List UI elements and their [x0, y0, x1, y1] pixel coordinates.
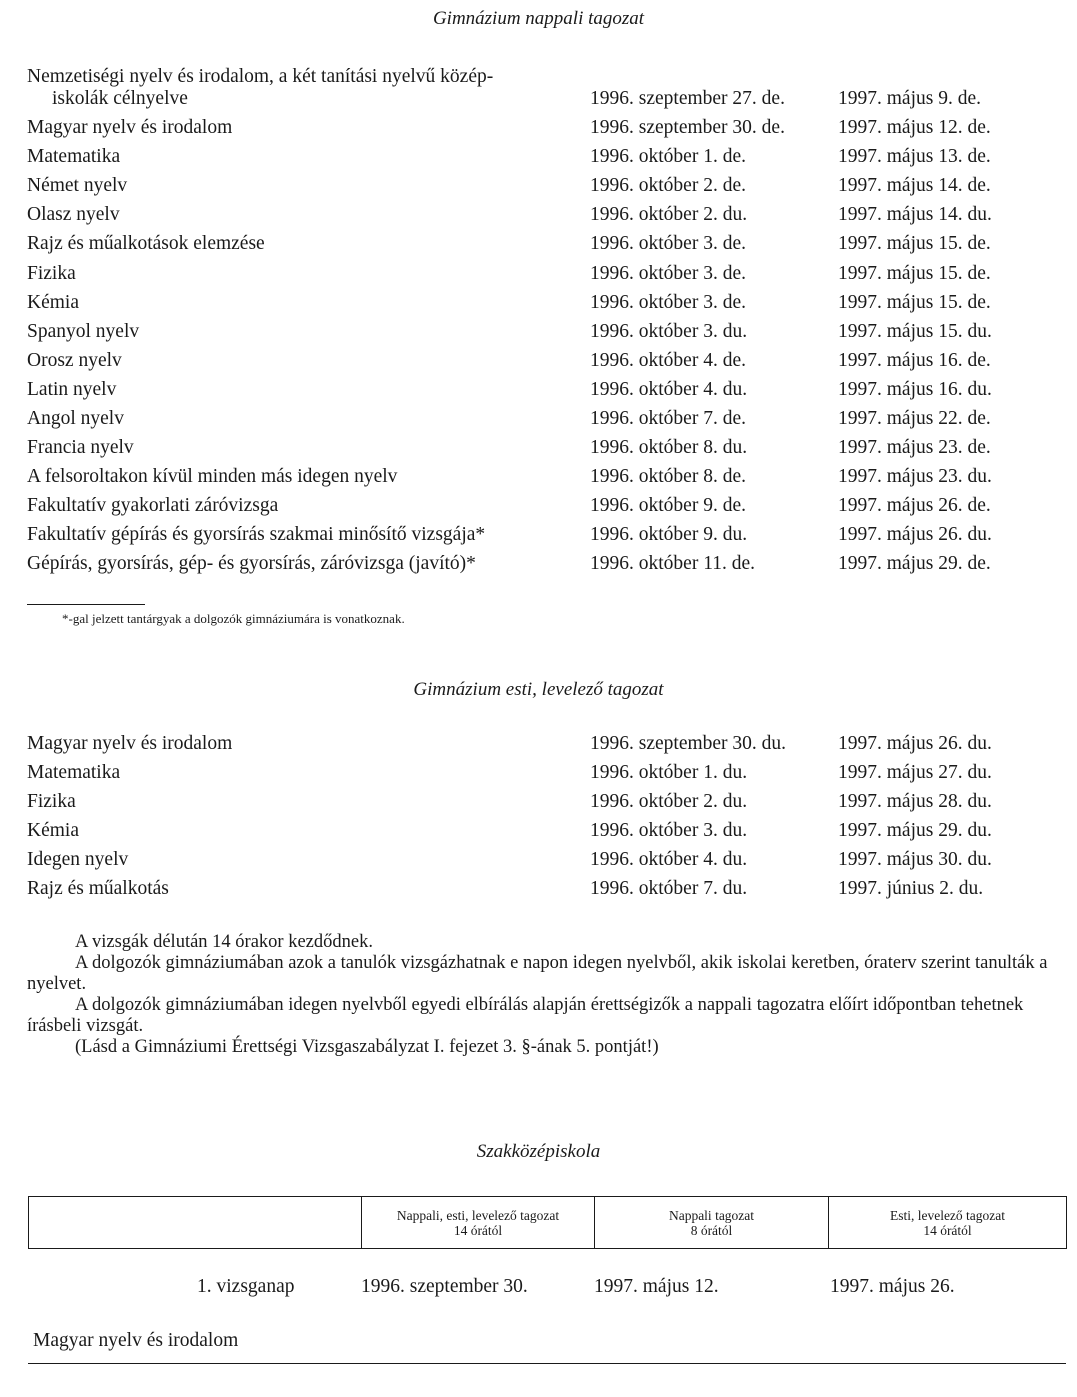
schedule-row — [0, 408, 1077, 437]
schedule-row — [0, 263, 1077, 292]
autumn-date: 1996. október 9. du. — [590, 524, 748, 545]
subject-label: Rajz és műalkotások elemzése — [27, 233, 265, 254]
spring-date: 1997. május 28. du. — [838, 791, 992, 812]
header-line: 14 órától — [453, 1222, 503, 1238]
spring-date: 1997. május 15. de. — [838, 233, 991, 254]
spring-date: 1997. május 9. de. — [838, 88, 981, 109]
spring-date: 1997. május 14. de. — [838, 175, 991, 196]
subject-label: Orosz nyelv — [27, 350, 122, 371]
autumn-date: 1996. október 11. de. — [590, 553, 755, 574]
spring-date: 1997. május 26. du. — [838, 733, 992, 754]
subject-label: Magyar nyelv és irodalom — [27, 733, 233, 754]
schedule-row — [0, 175, 1077, 204]
subject-label: Spanyol nyelv — [27, 321, 140, 342]
header-line: Esti, levelező tagozat — [889, 1207, 1006, 1223]
spring-date: 1997. május 23. de. — [838, 437, 991, 458]
exam-day-label: 1. vizsganap — [197, 1276, 295, 1297]
autumn-date: 1996. október 3. du. — [590, 820, 748, 841]
note-paragraph: (Lásd a Gimnáziumi Érettségi Vizsgaszabályzat I. fejezet 3. §-ának 5. pontját!) — [75, 1037, 659, 1057]
bottom-rule — [28, 1363, 1066, 1364]
schedule-row — [0, 495, 1077, 524]
schedule-row — [0, 849, 1077, 878]
schedule-row — [0, 791, 1077, 820]
spring-date: 1997. május 15. du. — [838, 321, 992, 342]
autumn-date: 1996. október 1. de. — [590, 146, 746, 167]
header-line: 8 órától — [690, 1222, 733, 1238]
schedule-row — [0, 350, 1077, 379]
schedule-row — [0, 233, 1077, 262]
autumn-date: 1996. október 4. de. — [590, 350, 746, 371]
autumn-date: 1996. október 7. de. — [590, 408, 746, 429]
spring-date: 1997. május 29. du. — [838, 820, 992, 841]
subject-label: iskolák célnyelve — [52, 88, 188, 109]
note-paragraph: A dolgozók gimnáziumában azok a tanulók vizsgázhatnak e napon idegen nyelvből, akik iskolai keretben, óraterv szerint tanulták a nyelvet. — [27, 953, 1048, 994]
autumn-date: 1996. szeptember 30. de. — [590, 117, 785, 138]
schedule-row — [0, 466, 1077, 495]
notes-block — [27, 932, 1067, 1058]
footnote: *-gal jelzett tantárgyak a dolgozók gimnáziumára is vonatkoznak. — [62, 611, 405, 626]
autumn-date: 1996. szeptember 27. de. — [590, 88, 785, 109]
spring-date: 1997. május 22. de. — [838, 408, 991, 429]
subject-label: Fakultatív gyakorlati záróvizsga — [27, 495, 279, 516]
subject-label: Idegen nyelv — [27, 849, 129, 870]
spring-date: 1997. május 16. de. — [838, 350, 991, 371]
autumn-date: 1996. október 2. de. — [590, 175, 746, 196]
subject-label: Olasz nyelv — [27, 204, 120, 225]
subject-label: Fakultatív gépírás és gyorsírás szakmai minősítő vizsgája* — [27, 524, 486, 545]
section-title-szakkozep: Szakközépiskola — [476, 1141, 601, 1162]
section-title-nappali: Gimnázium nappali tagozat — [432, 8, 645, 29]
schedule-row — [0, 524, 1077, 553]
subject-label: Fizika — [27, 263, 76, 284]
spring-date: 1997. május 26. de. — [838, 495, 991, 516]
subject-label: Latin nyelv — [27, 379, 117, 400]
autumn-date: 1996. október 3. de. — [590, 233, 746, 254]
spring-date: 1997. május 15. de. — [838, 263, 991, 284]
autumn-date: 1996. október 2. du. — [590, 204, 748, 225]
szakkozep-header-table — [28, 1196, 1067, 1249]
autumn-date: 1996. október 3. de. — [590, 263, 746, 284]
schedule-row — [0, 820, 1077, 849]
autumn-date: 1996. október 8. de. — [590, 466, 746, 487]
exam-day-date: 1996. szeptember 30. — [361, 1276, 528, 1297]
schedule-row — [0, 733, 1077, 762]
autumn-date: 1996. október 2. du. — [590, 791, 748, 812]
table-header-cell — [829, 1197, 1067, 1249]
spring-date: 1997. május 16. du. — [838, 379, 992, 400]
autumn-date: 1996. október 8. du. — [590, 437, 748, 458]
note-paragraph: A dolgozók gimnáziumában idegen nyelvből egyedi elbírálás alapján érettségizők a nappali tagozatra előírt időpontban tehetnek írásbeli vizsgát. — [27, 995, 1024, 1036]
spring-date: 1997. május 27. du. — [838, 762, 992, 783]
subject-label: Matematika — [27, 146, 121, 167]
schedule-row — [0, 88, 1077, 117]
autumn-date: 1996. szeptember 30. du. — [590, 733, 787, 754]
schedule-row — [0, 146, 1077, 175]
spring-date: 1997. május 23. du. — [838, 466, 992, 487]
subject-label: Német nyelv — [27, 175, 128, 196]
footnote-rule — [27, 604, 145, 605]
subject-label: Gépírás, gyorsírás, gép- és gyorsírás, záróvizsga (javító)* — [27, 553, 476, 574]
subject-label: Fizika — [27, 791, 76, 812]
schedule-row — [0, 321, 1077, 350]
schedule-row — [0, 379, 1077, 408]
autumn-date: 1996. október 9. de. — [590, 495, 746, 516]
table-cell-empty — [29, 1197, 362, 1249]
subject-label: Magyar nyelv és irodalom — [33, 1330, 239, 1351]
subject-label: Kémia — [27, 820, 79, 841]
spring-date: 1997. május 30. du. — [838, 849, 992, 870]
subject-label: Kémia — [27, 292, 79, 313]
autumn-date: 1996. október 1. du. — [590, 762, 748, 783]
subject-label: Magyar nyelv és irodalom — [27, 117, 233, 138]
table-header-cell — [595, 1197, 829, 1249]
schedule-row — [0, 553, 1077, 582]
spring-date: 1997. május 12. de. — [838, 117, 991, 138]
spring-date: 1997. május 29. de. — [838, 553, 991, 574]
schedule-row — [0, 437, 1077, 466]
autumn-date: 1996. október 3. de. — [590, 292, 746, 313]
spring-date: 1997. május 26. du. — [838, 524, 992, 545]
autumn-date: 1996. október 7. du. — [590, 878, 748, 899]
exam-day-date: 1997. május 26. — [830, 1276, 955, 1297]
autumn-date: 1996. október 4. du. — [590, 379, 748, 400]
spring-date: 1997. június 2. du. — [838, 878, 984, 899]
subject-label: A felsoroltakon kívül minden más idegen nyelv — [27, 466, 398, 487]
schedule-row — [0, 117, 1077, 146]
schedule-row — [0, 292, 1077, 321]
autumn-date: 1996. október 4. du. — [590, 849, 748, 870]
note-paragraph: A vizsgák délután 14 órakor kezdődnek. — [75, 932, 373, 952]
schedule-row — [0, 762, 1077, 791]
subject-label: Nemzetiségi nyelv és irodalom, a két tanítási nyelvű közép- — [27, 66, 494, 87]
table-header-cell — [362, 1197, 595, 1249]
subject-label: Rajz és műalkotás — [27, 878, 169, 899]
schedule-row — [0, 204, 1077, 233]
table-row — [29, 1197, 1067, 1249]
exam-day-date: 1997. május 12. — [594, 1276, 719, 1297]
header-line: Nappali tagozat — [668, 1207, 755, 1223]
spring-date: 1997. május 14. du. — [838, 204, 992, 225]
section-title-esti: Gimnázium esti, levelező tagozat — [413, 679, 664, 700]
spring-date: 1997. május 13. de. — [838, 146, 991, 167]
subject-label: Matematika — [27, 762, 121, 783]
header-line: Nappali, esti, levelező tagozat — [396, 1207, 560, 1223]
header-line: 14 órától — [923, 1222, 972, 1238]
schedule-row — [0, 878, 1077, 907]
subject-label: Francia nyelv — [27, 437, 134, 458]
spring-date: 1997. május 15. de. — [838, 292, 991, 313]
subject-label: Angol nyelv — [27, 408, 124, 429]
autumn-date: 1996. október 3. du. — [590, 321, 748, 342]
